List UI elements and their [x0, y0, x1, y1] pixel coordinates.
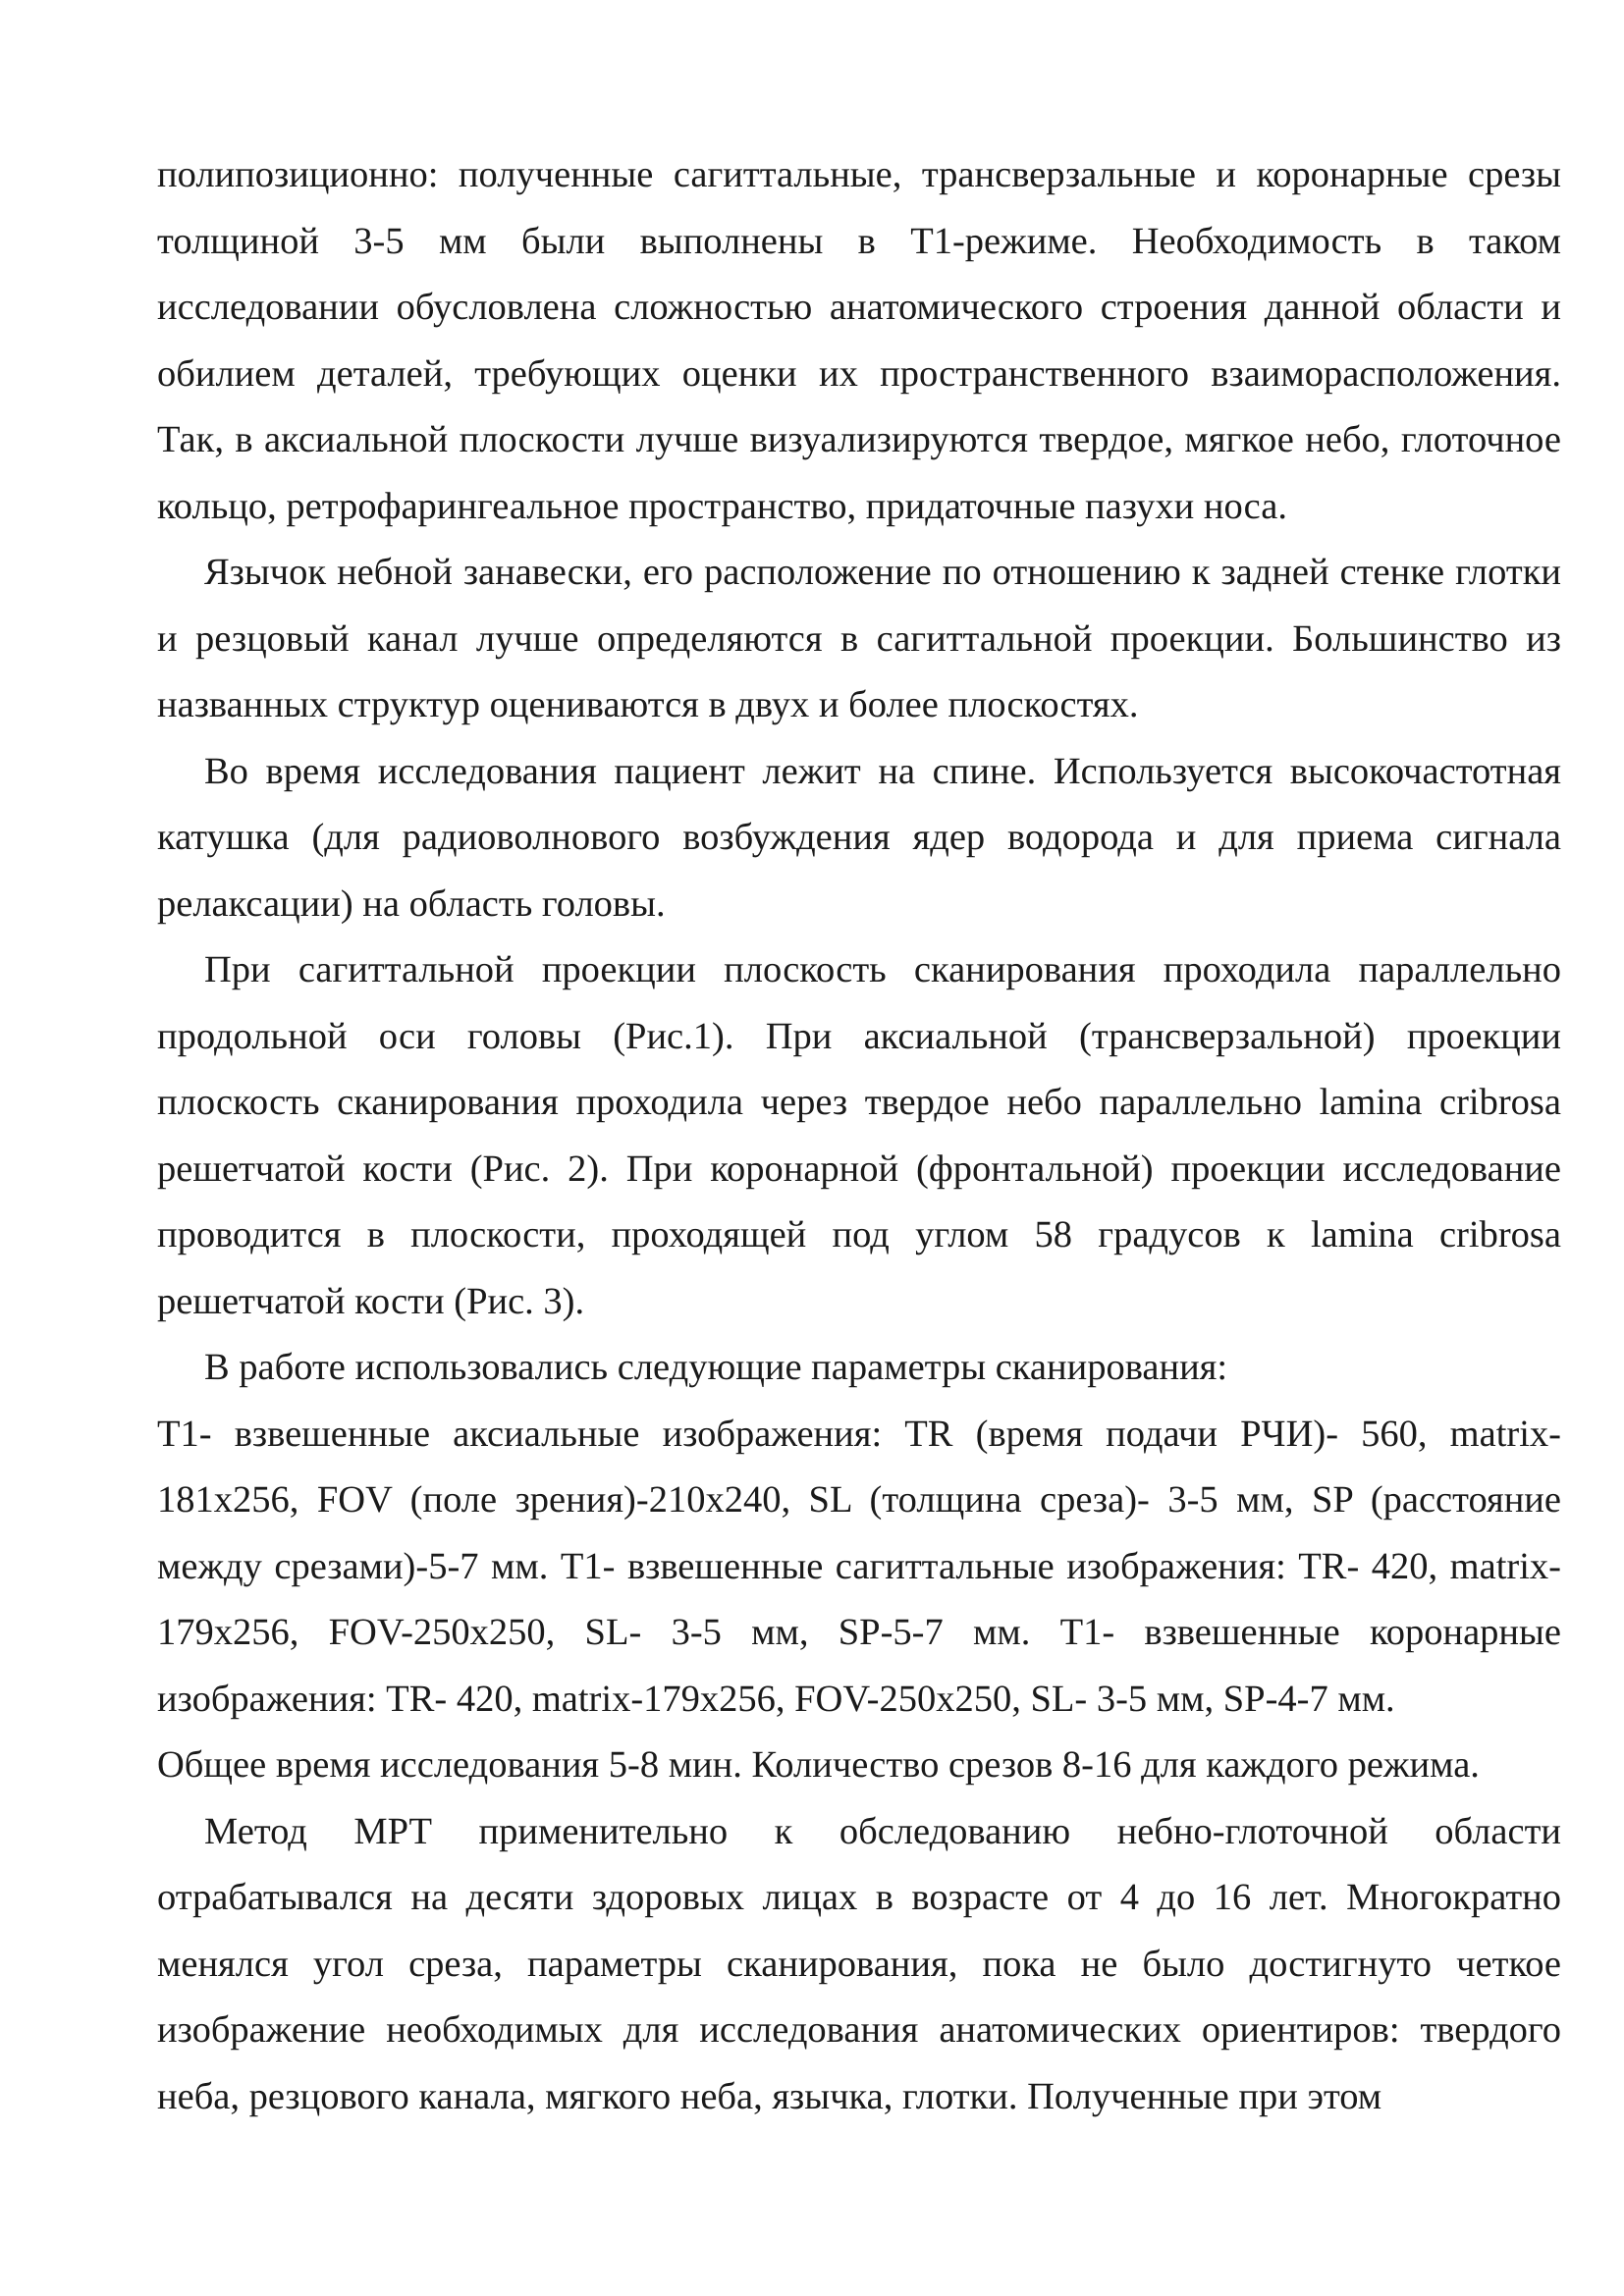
paragraph-scan-planes: полипозиционно: полученные сагиттальные, трансверзальные и коронарные срезы толщиной 3-5 мм были выполнены в Т1-режиме. Необходимость в таком исследовании обусловлена сложностью анатомического строения данной области и обилием деталей, требующих оценки их пространственного взаиморасположения. Так, в аксиальной плоскости лучше визуализируются твердое, мягкое небо, глоточное кольцо, ретрофарингеальное пространство, придаточные пазухи носа. [157, 154, 1561, 527]
paragraph-uvula-sagittal: Язычок небной занавески, его расположение по отношению к задней стенке глотки и резцовый канал лучше определяются в сагиттальной проекции. Большинство из названных структур оцениваются в двух и более плоскостях. [157, 552, 1561, 725]
paragraph-mri-method: Метод МРТ применительно к обследованию небно-глоточной области отрабатывался на десяти здоровых лицах в возрасте от 4 до 16 лет. Многократно менялся угол среза, параметры сканирования, пока не было достигнуто четкое изображение необходимых для исследования анатомических ориентиров: твердого неба, резцового канала, мягкого неба, язычка, глотки. Полученные при этом [157, 1810, 1561, 2117]
paragraph-patient-position: Во время исследования пациент лежит на спине. Используется высокочастотная катушка (для радиоволнового возбуждения ядер водорода и для приема сигнала релаксации) на область головы. [157, 750, 1561, 925]
paragraph-parameters-intro: В работе использовались следующие параметры сканирования: [204, 1347, 1228, 1388]
document-page [157, 142, 1561, 2130]
paragraph-scan-parameters: Т1- взвешенные аксиальные изображения: TR (время подачи РЧИ)- 560, matrix-181x256, FOV (поле зрения)-210x240, SL (толщина среза)- 3-5 мм, SP (расстояние между срезами)-5-7 мм. Т1- взвешенные сагиттальные изображения: TR- 420, matrix-179x256, FOV-250x250, SL- 3-5 мм, SP-5-7 мм. Т1- взвешенные коронарные изображения: TR- 420, matrix-179x256, FOV-250x250, SL- 3-5 мм, SP-4-7 мм. [157, 1413, 1561, 1720]
paragraph-total-time: Общее время исследования 5-8 мин. Количество срезов 8-16 для каждого режима. [157, 1744, 1480, 1786]
paragraph-scan-projections: При сагиттальной проекции плоскость сканирования проходила параллельно продольной оси головы (Рис.1). При аксиальной (трансверзальной) проекции плоскость сканирования проходила через твердое небо параллельно lamina cribrosa решетчатой кости (Рис. 2). При коронарной (фронтальной) проекции исследование проводится в плоскости, проходящей под углом 58 градусов к lamina cribrosa решетчатой кости (Рис. 3). [157, 949, 1561, 1322]
